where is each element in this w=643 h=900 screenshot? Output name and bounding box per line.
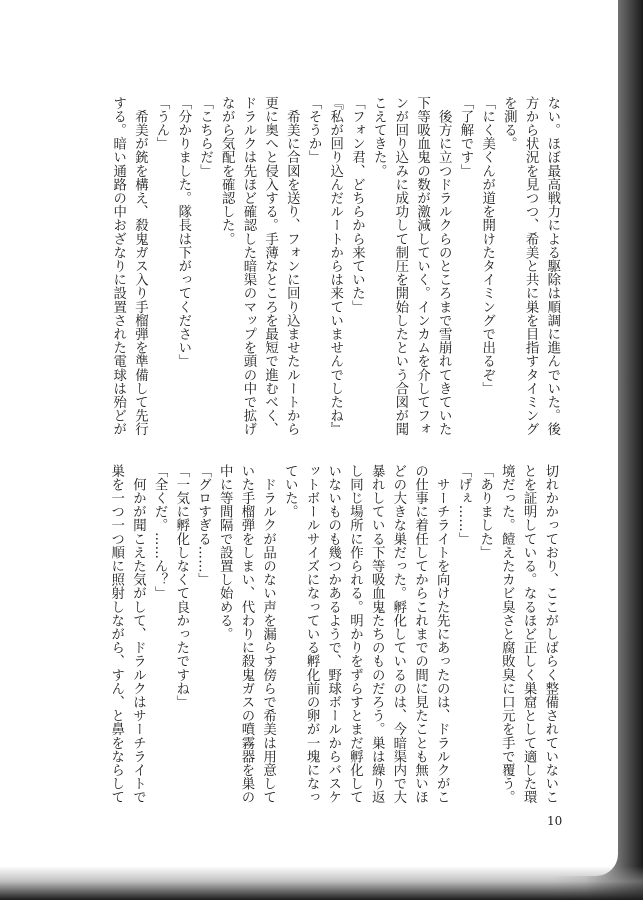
text-line: ドラルクは先ほど確認した暗渠のマップを頭の中で拡げ <box>240 96 256 436</box>
text-line: 境だった。饐えたカビ臭さと腐敗臭に口元を手で覆う。 <box>499 464 515 804</box>
text-line: を測る。 <box>501 96 517 151</box>
text-line: 後方に立つドラルクらのところまで雪崩れてきていた <box>436 96 452 436</box>
text-line: いないものも幾つかあるようで、野球ボールからバスケ <box>325 464 341 804</box>
text-line: し同じ場所に作られる。明かりをずらすとまだ孵化して <box>347 464 363 804</box>
text-line: 「分かりました。隊長は下がってください」 <box>175 96 191 368</box>
text-line: する。暗い通路の中おざなりに設置された電球は殆どが <box>110 96 126 436</box>
text-line: 暴れしている下等吸血鬼たちのものだろう。巣は繰り返 <box>369 464 385 804</box>
page-edge-shadow <box>0 866 643 900</box>
text-line: 「げぇ……」 <box>455 464 471 546</box>
text-line: 「ありました」 <box>477 464 493 560</box>
text-line: 「そうか」 <box>306 96 322 164</box>
text-line: ドラルクが品のない声を漏らす傍らで希美は用意して <box>260 464 276 804</box>
text-line: ていた。 <box>282 464 298 519</box>
text-line: ない。ほぼ最高戦力による駆除は順調に進んでいた。後 <box>544 96 560 436</box>
upper-text-column <box>107 96 563 456</box>
page-number: 10 <box>547 814 563 828</box>
text-line: 「全くだ。……ん？」 <box>152 464 168 600</box>
text-line: 「こちらだ」 <box>197 96 213 178</box>
text-line: 「グロすぎる……」 <box>195 464 211 587</box>
text-line: 巣を一つ一つ順に照射しながら、すん、と鼻をならして <box>108 464 124 804</box>
text-line: ットボールサイズになっている孵化前の卵が一塊になっ <box>304 464 320 804</box>
text-line: 「一気に孵化しなくて良かったですね」 <box>173 464 189 709</box>
text-line: いた手榴弾をしまい、代わりに殺鬼ガスの噴霧器を巣の <box>238 464 254 804</box>
text-line: 「了解です」 <box>457 96 473 178</box>
text-line: 「にく美くんが道を開けたタイミングで出るぞ」 <box>479 96 495 396</box>
text-line: 希美に合図を送り、フォンに回り込ませたルートから <box>284 96 300 436</box>
lower-text-column <box>105 464 561 824</box>
text-line: どの大きな巣だった。孵化しているのは、今暗渠内で大 <box>390 464 406 804</box>
text-line: 中に等間隔で設置し始める。 <box>217 464 233 641</box>
text-line: 何かが聞こえた気がして、ドラルクはサーチライトで <box>130 464 146 804</box>
text-line: とを証明している。なるほど正しく巣窟として適した環 <box>521 464 537 804</box>
text-line: 更に奥へと侵入する。手薄なところを最短で進むべく、 <box>262 96 278 436</box>
text-line: 下等吸血鬼の数が激減していく。インカムを介してフォ <box>414 96 430 436</box>
text-line: 「フォン君、どちらから来ていた」 <box>349 96 365 314</box>
text-line: 切れかかっており、ここがしばらく整備されていないこ <box>542 464 558 804</box>
text-line: 「うん」 <box>154 96 170 151</box>
text-line: 希美が銃を構え、殺鬼ガス入り手榴弾を準備して先行 <box>132 96 148 436</box>
text-line: こえてきた。 <box>371 96 387 178</box>
text-line: 方から状況を見つつ、希美と共に巣を目指すタイミング <box>523 96 539 436</box>
text-line: サーチライトを向けた先にあったのは、ドラルクがこ <box>434 464 450 804</box>
text-line: ながら気配を確認した。 <box>219 96 235 246</box>
text-line: 『私が回り込んだルートからは来ていませんでしたね』 <box>327 96 343 436</box>
text-line: ンが回り込みに成功して制圧を開始したという合図が聞 <box>392 96 408 436</box>
text-line: の仕事に着任してからこれまでの間に見たことも無いほ <box>412 464 428 804</box>
